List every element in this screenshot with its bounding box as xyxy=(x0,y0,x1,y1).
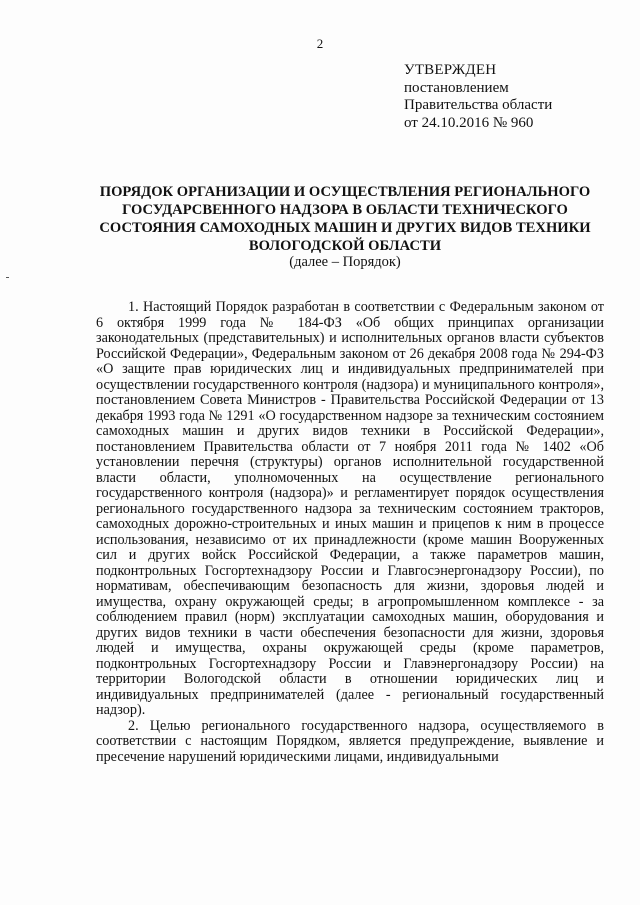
approval-line: от 24.10.2016 № 960 xyxy=(404,114,534,131)
approval-line: постановлением xyxy=(404,79,509,96)
approval-heading: УТВЕРЖДЕН xyxy=(404,62,497,78)
document-title: ПОРЯДОК ОРГАНИЗАЦИИ И ОСУЩЕСТВЛЕНИЯ РЕГИОНАЛЬНОГО ГОСУДАРСВЕННОГО НАДЗОРА В ОБЛАСТИ ТЕХНИЧЕСКОГО СОСТОЯНИЯ САМОХОДНЫХ МАШИН И ДРУГИХ ВИДОВ ТЕХНИКИ ВОЛОГОДСКОЙ ОБЛАСТИ xyxy=(99,184,591,254)
margin-mark xyxy=(6,277,9,278)
paragraph-2: 2. Целью регионального государственного надзора, осуществляемого в соответствии с настоящим Порядком, является предупреждение, выявление и пресечение нарушений юридическими лицами, индивидуальными xyxy=(96,717,604,765)
approval-line: Правительства области xyxy=(404,97,553,113)
paragraph-1: 1. Настоящий Порядок разработан в соответствии с Федеральным законом от 6 октября 1999 года № 184-ФЗ «Об общих принципах организации законодательных (представительных) и исполнительных органов власти субъектов Российской Федерации», Федеральным законом от 26 декабря 2008 года № 294-ФЗ «О защите прав юридических лиц и индивидуальных предпринимателей при осуществлении государственного контроля (надзора) и муниципального контроля», постановлением Совета Министров - Правительства Российской Федерации от 13 декабря 1993 года № 1291 «О государственном надзоре за техническим состоянием самоходных машин и других видов техники в Российской Федерации», постановлением Правительства области от 7 ноября 2011 года № 1402 «Об установлении перечня (структуры) органов исполнительной государственной власти области, уполномоченных на осуществление регионального государственного контроля (надзора)» и регламентирует порядок осуществления регионального государственного надзора за техническим состоянием тракторов, самоходных дорожно-строительных и иных машин и прицепов к ним в процессе использования, независимо от их принадлежности (кроме машин Вооруженных сил и других войск Российской Федерации, а также параметров машин, подконтрольных Госгортехнадзору России и Главгосэнергонадзору России), по нормативам, обеспечивающим безопасность для жизни, здоровья людей и имущества, охрану окружающей среды; в агропромышленном комплексе - за соблюдением правил (норм) эксплуатации самоходных машин, оборудования и других видов техники в части обеспечения безопасности для жизни, здоровья людей и имущества, охраны окружающей среды (кроме параметров, подконтрольных Госгортехнадзору России и Главэнергонадзору России) на территории Вологодской области в отношении юридических лиц и индивидуальных предпринимателей (далее - региональный государственный надзор). xyxy=(96,299,604,718)
document-subtitle: (далее – Порядок) xyxy=(289,254,401,270)
page-number: 2 xyxy=(316,36,324,51)
document-body xyxy=(96,300,604,765)
approval-stamp xyxy=(404,62,552,132)
